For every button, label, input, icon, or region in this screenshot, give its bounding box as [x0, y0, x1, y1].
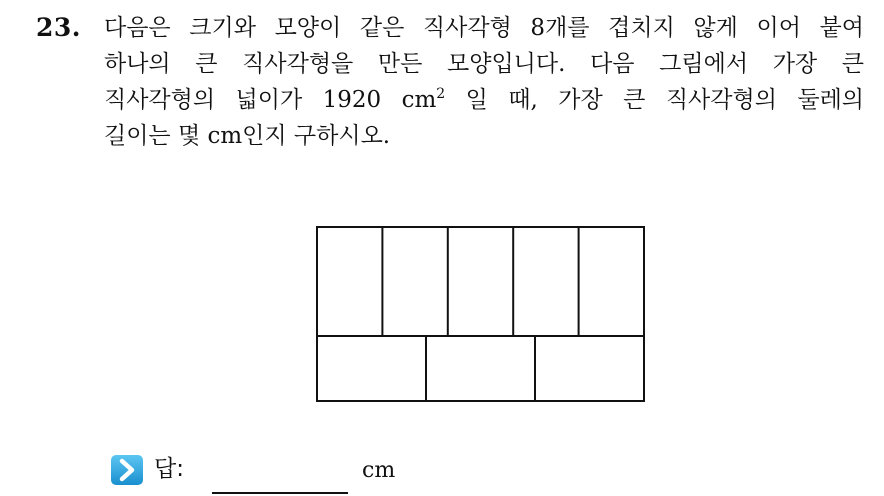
outer-rectangle [317, 227, 644, 401]
answer-label: 답: [154, 456, 184, 482]
question-number: 23. [36, 13, 81, 42]
question-line-3-part-b: 일 때, 가장 큰 직사각형의 둘레의 [445, 87, 865, 113]
question-line-3 [104, 82, 864, 118]
question-line-4: 길이는 몇 cm인지 구하시오. [104, 123, 391, 149]
answer-unit: cm [362, 458, 396, 483]
question-line-3-part-a: 직사각형의 넓이가 1920 cm [104, 87, 437, 113]
superscript-two: 2 [436, 86, 446, 102]
answer-row [110, 450, 510, 490]
question-line-1: 다음은 크기와 모양이 같은 직사각형 8개를 겹치지 않게 이어 붙여 [104, 15, 864, 41]
question-line-2: 하나의 큰 직사각형을 만든 모양입니다. 다음 그림에서 가장 큰 [104, 51, 864, 77]
answer-blank[interactable] [212, 450, 348, 494]
chevron-right-icon [110, 454, 144, 486]
rectangle-figure [316, 226, 646, 402]
question-text [104, 10, 864, 154]
rectangle-figure-svg [316, 226, 646, 402]
